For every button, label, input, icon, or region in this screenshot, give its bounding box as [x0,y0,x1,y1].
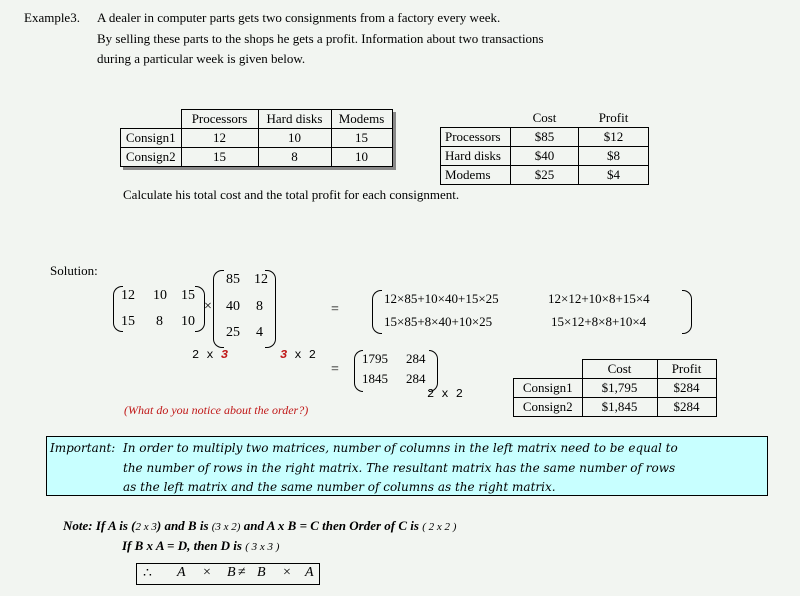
question-text: Calculate his total cost and the total profit for each consignment. [123,187,460,202]
conclusion-b: B [227,565,236,580]
table-cell: $25 [511,166,579,185]
table-cell: $12 [579,128,649,147]
note-text: Note: If A is ( [63,518,136,533]
table-cell: $85 [511,128,579,147]
matrix-cell: 4 [256,325,263,340]
note-dim: ( 3 x 3 ) [245,541,280,553]
therefore-symbol: ∴ [143,566,152,581]
conclusion-times: × [203,565,211,580]
equals-sign: = [331,362,339,377]
table-row [441,166,649,185]
table-row [514,398,717,417]
important-line-3: as the left matrix and the same number of columns as the right matrix. [123,480,556,494]
solution-label: Solution: [50,263,98,278]
matrix-cell: 10 [181,314,195,329]
row-label: Consign2 [514,398,583,417]
dim-label-a [192,348,228,362]
conclusion-box [136,563,320,585]
note-text: If B x A = D, then D is [122,538,242,553]
important-line-2: the number of rows in the right matrix. The resultant matrix has the same number of rows [123,461,676,475]
table-row [514,379,717,398]
table-row [441,109,649,128]
note-line-1 [63,518,456,534]
dim-b-suffix: x 2 [294,348,317,362]
note-text: and A x B = C then Order of C is [243,518,419,533]
column-header: Profit [657,360,716,379]
note-dim: 2 x 3 [135,521,157,533]
dim-b-highlight: 3 [280,348,288,362]
table-cell: $8 [579,147,649,166]
table-cell: $284 [657,398,716,417]
table-cell: 15 [181,148,258,167]
note-line-2 [122,538,279,554]
matrix-cell: 8 [256,299,263,314]
product-expression: 12×85+10×40+15×25 [384,291,499,306]
table-cell: 15 [331,129,392,148]
conclusion-a: A [177,565,186,580]
table-cell: 10 [331,148,392,167]
consignment-table [120,109,393,167]
important-box [46,436,768,496]
conclusion-times: × [283,565,291,580]
row-label: Modems [441,166,511,185]
column-header: Hard disks [258,110,331,129]
matrix-cell: 15 [121,314,135,329]
conclusion-a: A [305,565,314,580]
dim-label-b [280,348,316,362]
dim-label-result: 2 x 2 [427,387,464,401]
table-cell: $4 [579,166,649,185]
matrix-cell: 284 [406,371,426,386]
row-label: Consign1 [121,129,182,148]
table-cell: 8 [258,148,331,167]
table-row [121,110,393,129]
column-header: Modems [331,110,392,129]
column-header: Cost [582,360,657,379]
right-bracket [265,270,276,348]
result-table [513,359,717,417]
note-text: ) and B is [156,518,209,533]
product-expression: 15×12+8×8+10×4 [551,314,647,329]
dim-a-highlight: 3 [220,348,229,362]
column-header: Processors [181,110,258,129]
table-row [121,129,393,148]
important-label: Important: [50,441,116,455]
note-dim: ( 2 x 2 ) [422,521,457,533]
table-row [441,128,649,147]
intro-line-1: A dealer in computer parts gets two consignments from a factory every week. [97,10,501,25]
table-cell: $1,845 [582,398,657,417]
matrix-cell: 15 [181,288,195,303]
intro-line-3: during a particular week is given below. [97,51,306,66]
column-header: Cost [532,110,557,125]
right-bracket [682,290,692,334]
matrix-cell: 25 [226,325,240,340]
right-bracket [429,350,438,392]
left-bracket [213,270,224,348]
matrix-cell: 12 [121,288,135,303]
important-line-1: In order to multiply two matrices, number of columns in the left matrix need to be equal to [123,441,678,455]
column-header: Profit [598,110,629,125]
left-bracket [372,290,382,334]
multiply-sign: × [204,299,212,314]
row-label: Consign2 [121,148,182,167]
table-row [514,360,717,379]
notice-text: (What do you notice about the order?) [124,403,309,417]
table-cell: 10 [258,129,331,148]
row-label: Hard disks [441,147,511,166]
note-dim: (3 x 2) [211,521,241,533]
dim-a-prefix: 2 x [192,348,214,362]
matrix-cell: 8 [156,314,163,329]
table-cell: $40 [511,147,579,166]
table-row [441,147,649,166]
matrix-cell: 284 [406,351,426,366]
matrix-cell: 85 [226,272,240,287]
intro-line-2: By selling these parts to the shops he gets a profit. Information about two transactions [97,31,544,46]
product-expression: 12×12+10×8+15×4 [548,291,650,306]
table-row [121,148,393,167]
price-table [440,109,649,185]
matrix-cell: 12 [254,272,268,287]
row-label: Processors [441,128,511,147]
product-expression: 15×85+8×40+10×25 [384,314,493,329]
matrix-cell: 10 [153,288,167,303]
matrix-cell: 1795 [362,351,388,366]
table-cell: 12 [181,129,258,148]
row-label: Consign1 [514,379,583,398]
matrix-cell: 40 [226,299,240,314]
example-label: Example3. [24,10,80,25]
table-cell: $1,795 [582,379,657,398]
equals-sign: = [331,302,339,317]
conclusion-b: B [257,565,266,580]
matrix-cell: 1845 [362,371,388,386]
table-cell: $284 [657,379,716,398]
not-equal-sign: ≠ [238,565,246,580]
